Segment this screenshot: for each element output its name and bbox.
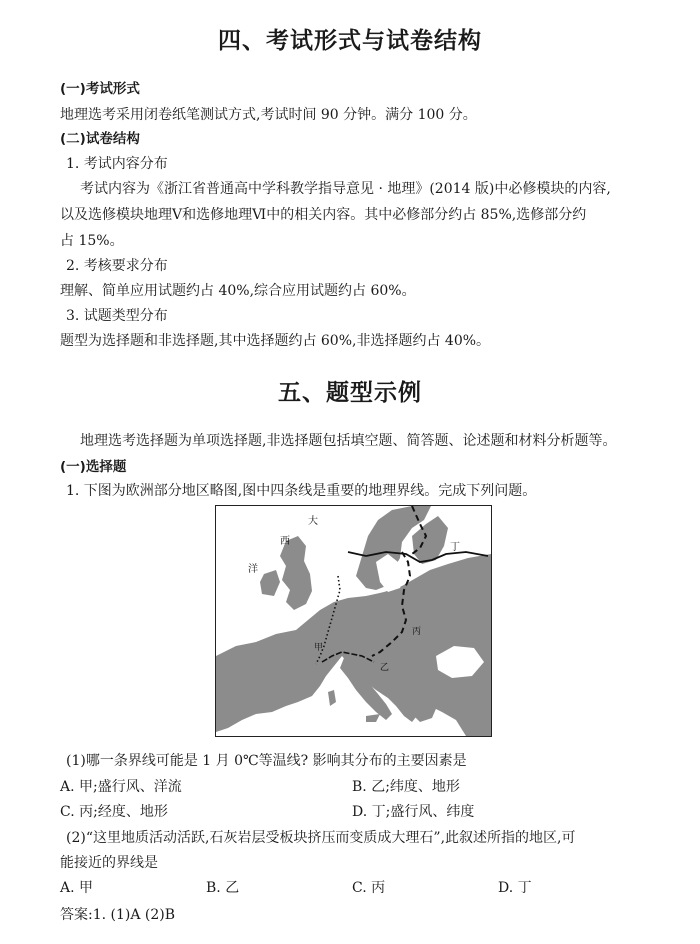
map-label-yi: 乙: [380, 663, 390, 673]
req-heading: 2. 考核要求分布: [66, 258, 168, 274]
map-land-sicily: [366, 714, 380, 722]
map-land-sardinia: [328, 690, 336, 706]
content-line-2: 以及选修模块地理Ⅴ和选修地理Ⅵ中的相关内容。其中必修部分约占 85%,选修部分约: [60, 207, 587, 223]
type-heading: 3. 试题类型分布: [66, 308, 168, 324]
map-land-continent: [216, 554, 491, 736]
answer-line: 答案:1. (1)A (2)B: [60, 907, 176, 923]
q1-1-option-c: C. 丙;经度、地形: [60, 804, 168, 820]
map-label-xi: 西: [280, 536, 290, 547]
section4-title: 四、考试形式与试卷结构: [218, 27, 482, 54]
q1-2-option-d: D. 丁: [498, 880, 532, 896]
map-land-ireland: [260, 570, 280, 596]
section5-intro: 地理选考选择题为单项选择题,非选择题包括填空题、简答题、论述题和材料分析题等。: [80, 433, 617, 449]
content-heading: 1. 考试内容分布: [66, 156, 168, 172]
q1-stem: 1. 下图为欧洲部分地区略图,图中四条线是重要的地理界线。完成下列问题。: [66, 483, 537, 499]
q1-2-option-a: A. 甲: [60, 880, 94, 896]
choice-heading: (一)选择题: [60, 459, 127, 475]
q1-2-stem-line1: (2)“这里地质活动活跃,石灰岩层受板块挤压而变质成大理石”,此叙述所指的地区,可: [66, 830, 576, 846]
map-land-britain: [280, 536, 312, 610]
q1-1-option-a: A. 甲;盛行风、洋流: [60, 779, 182, 795]
map-label-da: 大: [308, 516, 318, 527]
type-text: 题型为选择题和非选择题,其中选择题约占 60%,非选择题约占 40%。: [60, 333, 491, 349]
q1-1-option-b: B. 乙;纬度、地形: [352, 779, 460, 795]
europe-map: [215, 505, 492, 737]
section5-title: 五、题型示例: [278, 379, 422, 406]
structure-heading: (二)试卷结构: [60, 131, 140, 147]
exam-form-text: 地理选考采用闭卷纸笔测试方式,考试时间 90 分钟。满分 100 分。: [60, 107, 477, 123]
europe-map-svg: [216, 506, 491, 736]
content-line-1: 考试内容为《浙江省普通高中学科教学指导意见 · 地理》(2014 版)中必修模块的内容,: [80, 181, 611, 197]
map-label-ding: 丁: [450, 542, 460, 553]
map-label-yang: 洋: [248, 564, 258, 575]
content-line-3: 占 15%。: [60, 233, 124, 249]
exam-form-heading: (一)考试形式: [60, 81, 140, 97]
q1-2-stem-line2: 能接近的界线是: [60, 855, 158, 871]
q1-1-stem: (1)哪一条界线可能是 1 月 0℃等温线? 影响其分布的主要因素是: [66, 753, 467, 769]
q1-2-option-b: B. 乙: [206, 880, 240, 896]
req-text: 理解、简单应用试题约占 40%,综合应用试题约占 60%。: [60, 283, 416, 299]
q1-1-option-d: D. 丁;盛行风、纬度: [352, 804, 475, 820]
map-label-bing: 丙: [412, 627, 422, 637]
map-label-jia: 甲: [314, 643, 324, 653]
q1-2-option-c: C. 丙: [352, 880, 386, 896]
